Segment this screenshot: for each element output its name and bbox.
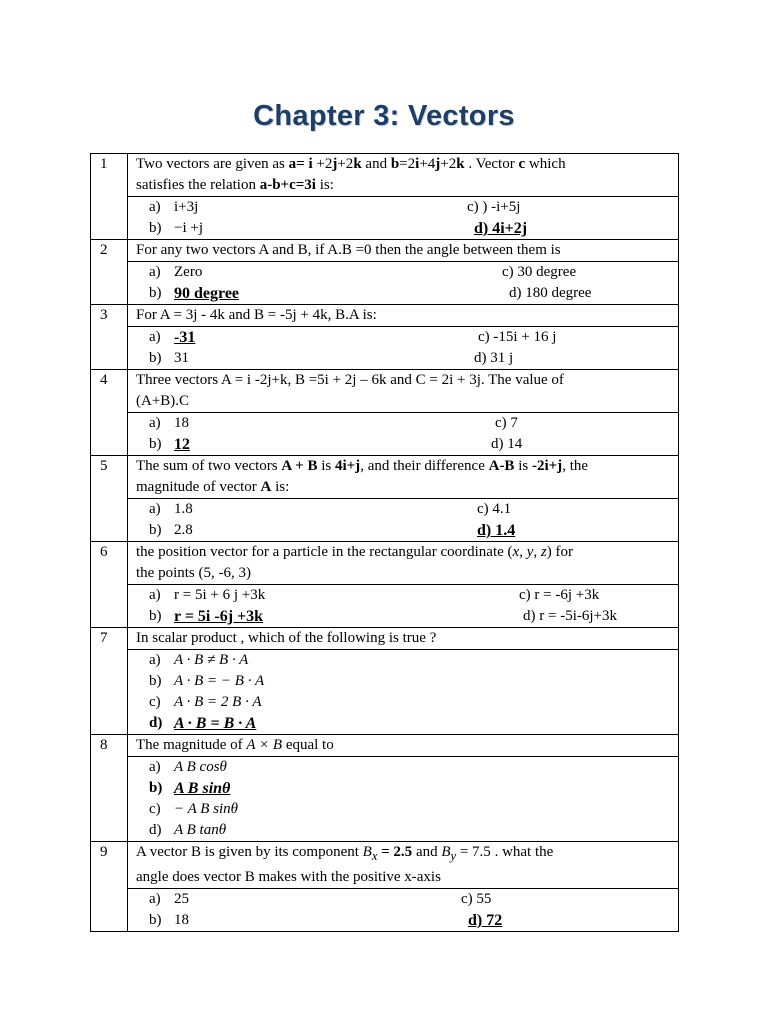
option-b-correct: A B sinθ bbox=[174, 780, 231, 797]
option-a: A B cosθ bbox=[174, 759, 227, 775]
answer-options: a) 18 c) 7 b) 12 d) 14 bbox=[128, 413, 679, 456]
option-d-correct: d) 72 bbox=[468, 912, 503, 929]
answer-options bbox=[128, 197, 679, 240]
option-letter: b) bbox=[149, 220, 162, 236]
option-a: A · B ≠ B · A bbox=[174, 652, 249, 668]
options-row-6 bbox=[91, 585, 679, 628]
option-a: Zero bbox=[174, 264, 203, 280]
question-number: 9 bbox=[91, 842, 128, 932]
option-c: c) 55 bbox=[461, 891, 492, 907]
option-b-correct: 90 degree bbox=[174, 285, 240, 302]
question-number: 6 bbox=[91, 542, 128, 628]
options-row-2 bbox=[91, 262, 679, 305]
answer-options: a) r = 5i + 6 j +3k c) r = -6j +3k b) r = 5i -6j +3k d) r = -5i-6j+3k bbox=[128, 585, 679, 628]
option-d: A B tanθ bbox=[174, 822, 227, 838]
question-text: A vector B is given by its component $B_x = 2.5$ and $B_y = 7.5$ . what the angle does vector B makes with the positive x-axis bbox=[128, 842, 679, 889]
option-d: d) 180 degree bbox=[509, 285, 592, 301]
page-title: Chapter 3: Vectors bbox=[253, 100, 515, 132]
option-d-correct: d) 1.4 bbox=[477, 522, 516, 539]
option-d-correct: d) 4i+2j bbox=[474, 220, 528, 237]
answer-options: a) A · B ≠ B · A b) A · B = − B · A c) A · B = 2 B · A d) A · B = B · A bbox=[128, 650, 679, 735]
options-row-7 bbox=[91, 650, 679, 735]
option-a: 25 bbox=[174, 891, 189, 907]
question-row-8 bbox=[91, 735, 679, 757]
option-letter: a) bbox=[149, 199, 161, 215]
question-row-9 bbox=[91, 842, 679, 889]
option-c: c) ) -i+5j bbox=[467, 199, 521, 215]
option-b: 31 bbox=[174, 350, 189, 366]
answer-options: a) Zero c) 30 degree b) 90 degree d) 180 degree bbox=[128, 262, 679, 305]
question-row-3 bbox=[91, 305, 679, 327]
question-number: 8 bbox=[91, 735, 128, 842]
question-row-4 bbox=[91, 370, 679, 413]
option-d: d) 14 bbox=[491, 436, 523, 452]
question-number: 1 bbox=[91, 154, 128, 240]
question-number: 7 bbox=[91, 628, 128, 735]
option-a: r = 5i + 6 j +3k bbox=[174, 587, 266, 603]
question-text: Three vectors A = i -2j+k, B =5i + 2j – 6k and C = 2i + 3j. The value of (A+B).C bbox=[128, 370, 679, 413]
option-d-correct: A · B = B · A bbox=[174, 715, 257, 732]
option-d: d) 31 j bbox=[474, 350, 514, 366]
option-c: A · B = 2 B · A bbox=[174, 694, 262, 710]
question-number: 4 bbox=[91, 370, 128, 456]
question-number: 5 bbox=[91, 456, 128, 542]
option-c: c) 30 degree bbox=[502, 264, 577, 280]
question-row-6 bbox=[91, 542, 679, 585]
option-c: c) 4.1 bbox=[477, 501, 512, 517]
answer-options: a) -31 c) -15i + 16 j b) 31 d) 31 j bbox=[128, 327, 679, 370]
options-row-9 bbox=[91, 889, 679, 932]
option-a: i+3j bbox=[174, 199, 199, 215]
answer-options: a) 1.8 c) 4.1 b) 2.8 d) 1.4 bbox=[128, 499, 679, 542]
question-number: 3 bbox=[91, 305, 128, 370]
question-text: the position vector for a particle in the rectangular coordinate (x, y, z) for the points (5, -6, 3) bbox=[128, 542, 679, 585]
option-c: c) -15i + 16 j bbox=[478, 329, 557, 345]
answer-options: a) A B cosθ b) A B sinθ c) − A B sinθ d) A B tanθ bbox=[128, 757, 679, 842]
question-row-7 bbox=[91, 628, 679, 650]
options-row-3 bbox=[91, 327, 679, 370]
options-row-5 bbox=[91, 499, 679, 542]
question-row-5 bbox=[91, 456, 679, 499]
option-c: − A B sinθ bbox=[174, 801, 239, 817]
question-text: The magnitude of A × B equal to bbox=[128, 735, 679, 757]
option-a-correct: -31 bbox=[174, 329, 196, 346]
options-row-1 bbox=[91, 197, 679, 240]
options-row-4 bbox=[91, 413, 679, 456]
option-b: −i +j bbox=[174, 220, 204, 236]
question-row-2 bbox=[91, 240, 679, 262]
options-row-8 bbox=[91, 757, 679, 842]
questions-table bbox=[90, 153, 679, 932]
option-c: c) r = -6j +3k bbox=[519, 587, 600, 603]
question-text: For any two vectors A and B, if A.B =0 then the angle between them is bbox=[128, 240, 679, 262]
option-b: A · B = − B · A bbox=[174, 673, 265, 689]
question-text: The sum of two vectors A + B is 4i+j, and their difference A-B is -2i+j, the magnitude of vector A is: bbox=[128, 456, 679, 499]
question-row-1 bbox=[91, 154, 679, 197]
option-a: 1.8 bbox=[174, 501, 193, 517]
option-d: d) r = -5i-6j+3k bbox=[523, 608, 617, 624]
question-number: 2 bbox=[91, 240, 128, 305]
option-b-correct: r = 5i -6j +3k bbox=[174, 608, 264, 625]
answer-options: a) 25 c) 55 b) 18 d) 72 bbox=[128, 889, 679, 932]
question-text: In scalar product , which of the following is true ? bbox=[128, 628, 679, 650]
option-c: c) 7 bbox=[495, 415, 518, 431]
question-text: For A = 3j - 4k and B = -5j + 4k, B.A is: bbox=[128, 305, 679, 327]
option-b: 2.8 bbox=[174, 522, 193, 538]
question-text: Two vectors are given as a= i +2j+2k and b=2i+4j+2k . Vector c which satisfies the relation a-b+c=3i is: bbox=[128, 154, 679, 197]
option-a: 18 bbox=[174, 415, 189, 431]
option-b-correct: 12 bbox=[174, 436, 190, 453]
option-b: 18 bbox=[174, 912, 189, 928]
